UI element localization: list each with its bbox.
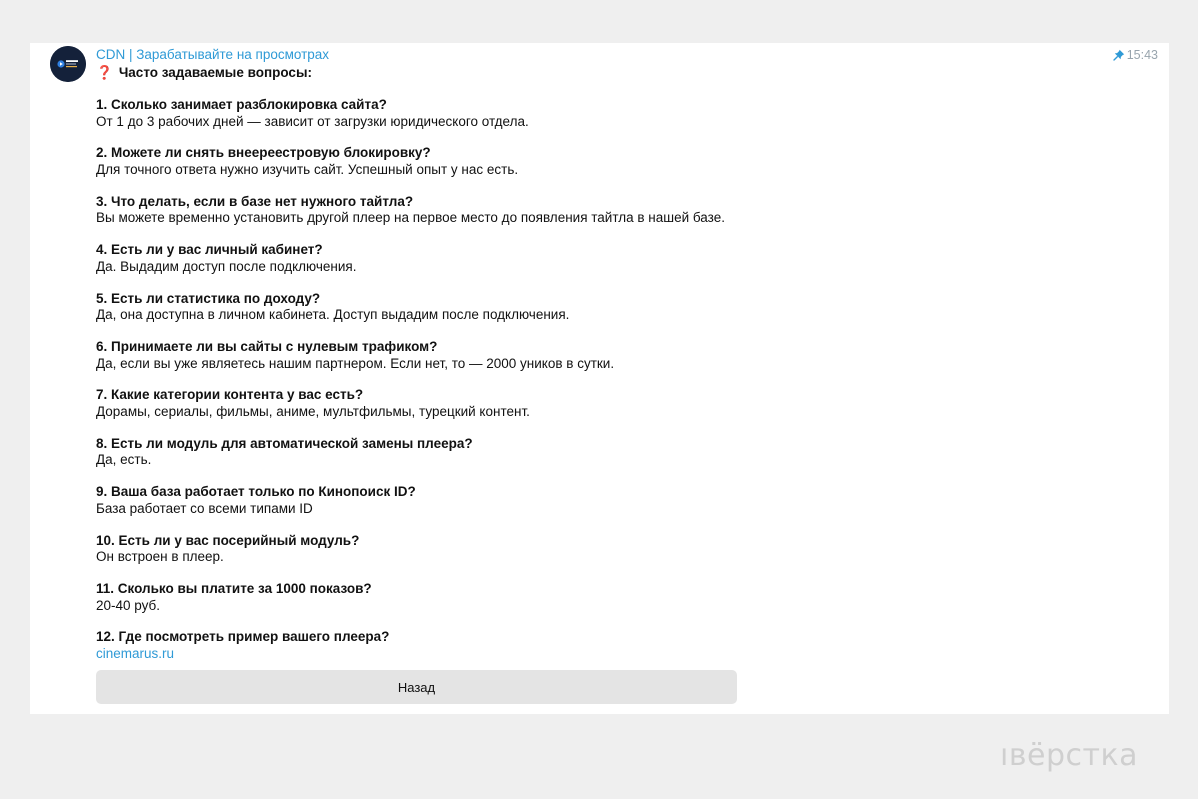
faq-item [96,145,1096,193]
faq-item [96,436,1096,484]
faq-item [96,581,1096,629]
faq-question: 2. Можете ли снять внеереестровую блокировку? [96,145,431,161]
faq-answer: База работает со всеми типами ID [96,500,313,516]
faq-question: 1. Сколько занимает разблокировка сайта? [96,97,387,112]
faq-question: 12. Где посмотреть пример вашего плеера? [96,629,390,645]
faq-question: 11. Сколько вы платите за 1000 показов? [96,580,372,596]
faq-answer: От 1 до 3 рабочих дней — зависит от загрузки юридического отдела. [96,113,529,129]
heading-text: Часто задаваемые вопросы: [118,65,312,80]
faq-question: 5. Есть ли статистика по доходу? [96,290,321,306]
faq-question: 6. Принимаете ли вы сайты с нулевым трафиком? [96,338,438,354]
faq-question: 8. Есть ли модуль для автоматической замены плеера? [96,435,473,451]
faq-item [96,194,1096,242]
faq-question: 3. Что делать, если в базе нет нужного тайтла? [96,193,414,209]
faq-answer: Он встроен в плеер. [96,549,224,565]
play-logo-icon [50,46,86,82]
faq-answer: Да. Выдадим доступ после подключения. [96,258,357,274]
message-time: 15:43 [1126,48,1158,62]
faq-item [96,242,1096,290]
faq-question: 10. Есть ли у вас посерийный модуль? [96,532,360,548]
faq-item [96,339,1096,387]
faq-answer: Да, она доступна в личном кабинета. Доступ выдадим после подключения. [96,307,570,323]
channel-name[interactable]: CDN | Зарабатывайте на просмотрах [96,47,330,62]
message-card [30,43,1169,714]
faq-question: 4. Есть ли у вас личный кабинет? [96,242,323,258]
faq-answer: 20-40 руб. [96,597,161,613]
faq-answer: Для точного ответа нужно изучить сайт. Успешный опыт у нас есть. [96,161,519,177]
faq-question: 7. Какие категории контента у вас есть? [96,387,364,403]
red-question-mark-icon: ❓ [96,65,113,80]
watermark-logo: ıвёрстка [1000,738,1138,773]
pin-icon [1113,49,1125,61]
faq-answer: Дорамы, сериалы, фильмы, аниме, мультфильмы, турецкий контент. [96,403,530,419]
faq-answer: Да, есть. [96,452,152,468]
faq-answer: Да, если вы уже являетесь нашим партнером. Если нет, то — 2000 уников в сутки. [96,355,615,371]
channel-avatar[interactable] [50,46,86,82]
faq-item [96,97,1096,145]
faq-item [96,533,1096,581]
back-button[interactable]: Назад [96,670,737,704]
faq-question: 9. Ваша база работает только по Кинопоиск ID? [96,484,416,500]
faq-list [96,97,1096,678]
message-heading [96,65,312,81]
example-player-link[interactable]: cinemarus.ru [96,645,175,661]
message-meta [1113,48,1158,62]
faq-answer: Вы можете временно установить другой плеер на первое место до появления тайтла в нашей базе. [96,210,725,226]
faq-item [96,387,1096,435]
faq-item [96,291,1096,339]
faq-item [96,484,1096,532]
